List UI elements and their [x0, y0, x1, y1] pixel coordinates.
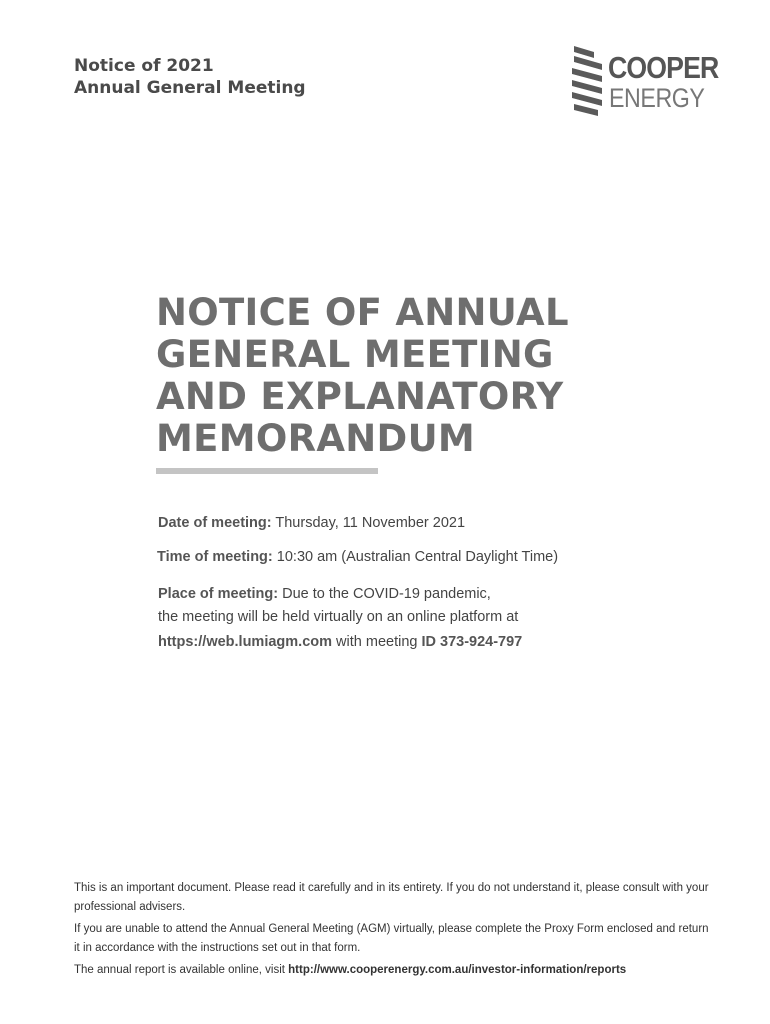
document-title: [156, 292, 716, 460]
header-line-1: Notice of 2021: [74, 56, 214, 76]
date-label: Date of meeting:: [158, 515, 272, 531]
title-line-4: MEMORANDUM: [156, 417, 476, 460]
annual-report-prefix: The annual report is available online, visit: [74, 964, 285, 976]
annual-report-link[interactable]: http://www.cooperenergy.com.au/investor-information/reports: [288, 964, 627, 976]
header-line-2: Annual General Meeting: [74, 78, 306, 98]
footer-annual-report-note: [74, 961, 714, 980]
time-value: 10:30 am (Australian Central Daylight Time): [276, 549, 559, 565]
title-line-1: NOTICE OF ANNUAL: [156, 291, 569, 334]
logo-word-energy: ENERGY: [609, 83, 705, 113]
footer-proxy-note: If you are unable to attend the Annual General Meeting (AGM) virtually, please complete the Proxy Form enclosed and return it in accordance with the instructions set out in that form.: [74, 923, 709, 954]
title-underline: [156, 468, 378, 474]
meeting-date-row: [158, 512, 465, 534]
place-value-line-3: [158, 631, 522, 653]
logo-word-cooper: COOPER: [608, 50, 719, 85]
meeting-url-link[interactable]: https://web.lumiagm.com: [158, 634, 333, 650]
title-line-3: AND EXPLANATORY: [156, 375, 564, 418]
place-with-text: with meeting: [336, 634, 418, 650]
place-value-line-2: the meeting will be held virtually on an online platform at: [158, 609, 519, 625]
logo-mark-icon: [568, 42, 608, 120]
document-header: [74, 55, 306, 99]
footer-notes: [74, 879, 714, 982]
meeting-time-row: [157, 546, 558, 568]
meeting-place-row: [158, 583, 491, 605]
cooper-energy-logo: [568, 42, 738, 120]
time-label: Time of meeting:: [157, 549, 273, 565]
meeting-id: ID 373-924-797: [421, 634, 523, 650]
footer-important-note: This is an important document. Please read it carefully and in its entirety. If you do not understand it, please consult with your professional advisers.: [74, 882, 709, 913]
place-value-line-1: Due to the COVID-19 pandemic,: [282, 586, 491, 602]
date-value: Thursday, 11 November 2021: [275, 515, 466, 531]
title-line-2: GENERAL MEETING: [156, 333, 554, 376]
place-label: Place of meeting:: [158, 586, 279, 602]
